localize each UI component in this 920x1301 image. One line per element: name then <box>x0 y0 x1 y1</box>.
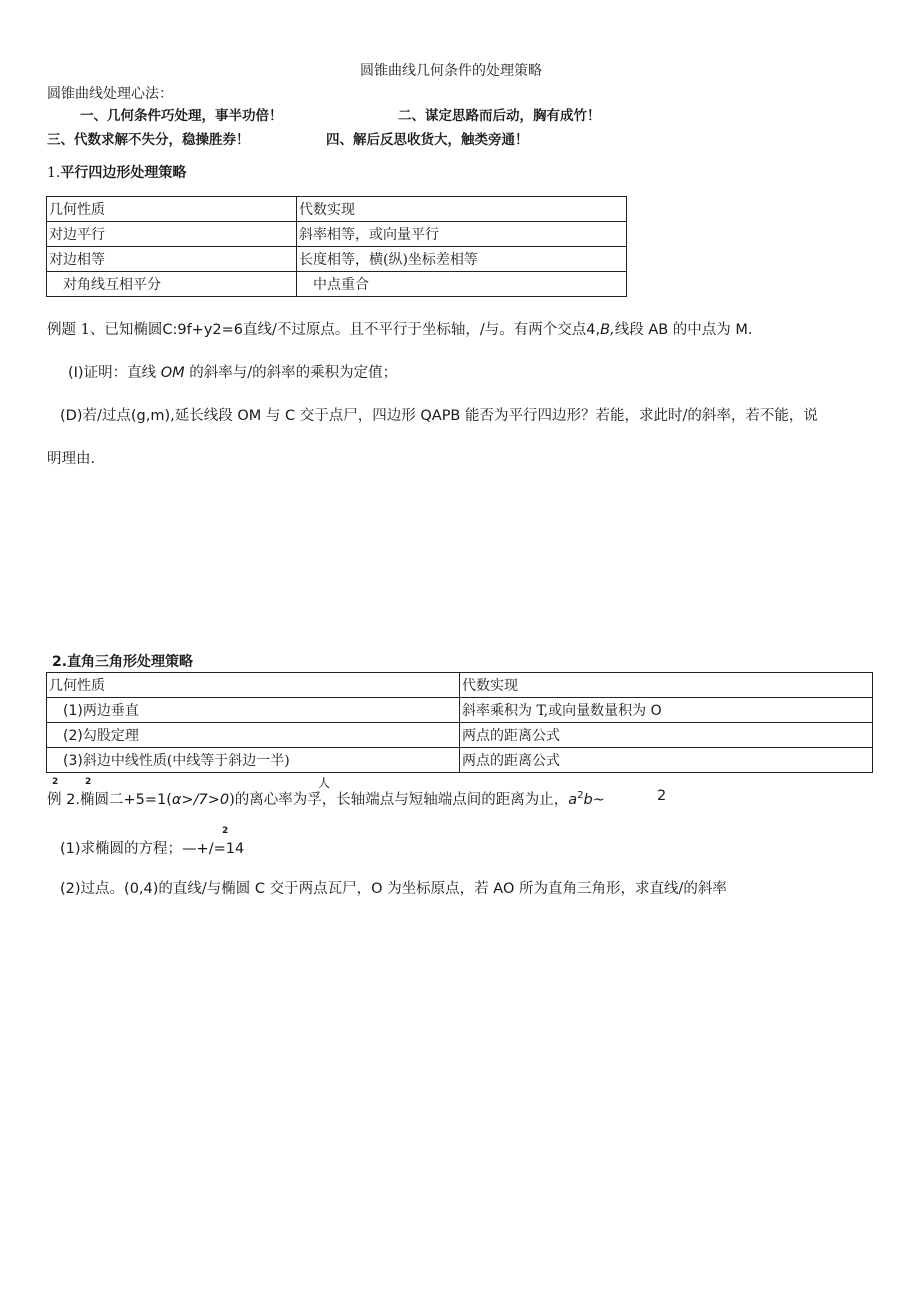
text-span: 与 <box>265 408 281 424</box>
superscript: 2 <box>85 777 92 787</box>
trailing-value: 2 <box>657 788 667 804</box>
text-span: 的中点为 <box>672 322 731 338</box>
section1-number: 1. <box>47 165 61 181</box>
segment-label: AB <box>648 322 669 338</box>
exponent: 2 <box>577 790 584 802</box>
table-cell: 中点重合 <box>297 272 627 297</box>
text-span: 椭圆二 <box>79 792 124 808</box>
text-span: 求椭圆的方程； <box>80 841 183 857</box>
text-span: 例 <box>47 792 62 808</box>
example1-question2-cont: 明理由. <box>47 451 96 467</box>
table-cell <box>47 723 460 748</box>
item-value: O <box>650 703 662 719</box>
header-geometry: 几何性质 <box>47 673 460 698</box>
text-span: 为坐标原点，若 <box>387 881 489 897</box>
point-label: B, <box>600 322 615 338</box>
item-text: 两点的距离公式 <box>462 728 560 744</box>
motto-2: 二、谋定思路而后动，胸有成竹！ <box>398 108 601 124</box>
point-coords: (g,m), <box>130 408 175 424</box>
text-span: 的直线/与椭圆 <box>158 881 251 897</box>
text-span: 直线/不过原点。且不平行于坐标轴，/与。有两个交点 <box>243 322 587 338</box>
text-span: 的斜率与/的斜率的乘积为定值； <box>189 365 398 381</box>
text-span: 所为直角三角形，求直线/的斜率 <box>518 881 727 897</box>
table-row <box>47 222 627 247</box>
table-header-row <box>47 673 873 698</box>
example1-question1 <box>68 361 397 382</box>
point-label: M. <box>735 322 753 338</box>
header-geometry: 几何性质 <box>47 197 297 222</box>
curve-label: C <box>285 408 296 424</box>
example1-statement <box>47 318 753 339</box>
variable: b~ <box>583 792 605 808</box>
item-number: (1) <box>63 703 83 719</box>
motto-4: 四、解后反思收货大，触类旁通！ <box>326 132 529 148</box>
text-span: )的离心率为孚，长轴端点与短轴端点间的距离为止， <box>229 792 569 808</box>
table-row <box>47 723 873 748</box>
item-text: 两边垂直 <box>82 703 139 719</box>
example-number: 2. <box>66 792 80 808</box>
equation: α>/7>0 <box>171 792 230 808</box>
superscript: 人 <box>318 776 331 790</box>
equation: —+/=14 <box>182 841 245 857</box>
item-number: (2) <box>63 728 83 744</box>
item-text: 勾股定理 <box>82 728 139 744</box>
table-header-row <box>47 197 627 222</box>
superscript: 2 <box>52 777 59 787</box>
table-row <box>47 272 627 297</box>
item-text: 斜边中线性质(中线等于斜边一半) <box>82 753 290 769</box>
table-row <box>47 247 627 272</box>
question-number: (1) <box>60 841 81 857</box>
text-span: 延长线段 <box>174 408 233 424</box>
question-number: (2) <box>60 881 81 897</box>
motto-1: 一、几何条件巧处理，事半功倍！ <box>80 108 283 124</box>
table-cell <box>460 723 873 748</box>
triangle-label: AO <box>493 881 515 897</box>
table-row <box>47 698 873 723</box>
table-cell: 长度相等，横(纵)坐标差相等 <box>297 247 627 272</box>
text-span: 例题 1、已知椭圆 <box>47 322 163 338</box>
table-row <box>47 748 873 773</box>
quadrilateral-label: QAPB <box>420 408 461 424</box>
text-span: 交于点尸，四边形 <box>299 408 416 424</box>
question-number: (D) <box>60 408 83 424</box>
item-text: 斜率乘积为 T,或向量数量积为 <box>462 703 647 719</box>
point-label: O <box>371 881 383 897</box>
text-span: 交于两点瓦尸， <box>269 881 372 897</box>
header-algebra: 代数实现 <box>460 673 873 698</box>
parallelogram-table <box>46 196 627 297</box>
question-number: (I) <box>68 365 84 381</box>
table-cell: 对边相等 <box>47 247 297 272</box>
line-label: OM <box>160 365 185 381</box>
item-number: (3) <box>63 753 83 769</box>
table-cell: 斜率相等，或向量平行 <box>297 222 627 247</box>
equation: +5=1( <box>123 792 172 808</box>
table-cell <box>47 698 460 723</box>
table-cell: 对角线互相平分 <box>47 272 297 297</box>
segment-label: OM <box>237 408 262 424</box>
intro-text: 圆锥曲线处理心法： <box>47 86 173 102</box>
curve-label: C <box>254 881 266 897</box>
section1-title: 平行四边形处理策略 <box>60 165 187 181</box>
section2-number: 2. <box>52 654 68 670</box>
text-span: 线段 <box>614 322 644 338</box>
example2-question2 <box>60 877 727 898</box>
example1-question2 <box>60 404 818 425</box>
example2-statement <box>47 788 605 809</box>
text-span: 证明：直线 <box>83 365 157 381</box>
text-span: 能否为平行四边形？若能，求此时/的斜率，若不能，说 <box>465 408 818 424</box>
example2-question1 <box>60 837 244 858</box>
header-algebra: 代数实现 <box>297 197 627 222</box>
text-span: 若/过点 <box>82 408 131 424</box>
text-span: 过点。 <box>80 881 125 897</box>
variable: a <box>568 792 578 808</box>
motto-3: 三、代数求解不失分，稳操胜券！ <box>47 132 250 148</box>
point-coords: (0,4) <box>124 881 159 897</box>
section2-title: 直角三角形处理策略 <box>67 654 194 670</box>
section2-heading <box>52 651 193 671</box>
table-cell <box>460 748 873 773</box>
section1-heading <box>47 162 186 182</box>
equation: C:9f+y2=6 <box>162 322 244 338</box>
table-cell <box>47 748 460 773</box>
superscript: 2 <box>222 826 229 836</box>
right-triangle-table <box>46 672 873 773</box>
page-title: 圆锥曲线几何条件的处理策略 <box>360 63 542 79</box>
table-cell <box>460 698 873 723</box>
table-cell: 对边平行 <box>47 222 297 247</box>
item-text: 两点的距离公式 <box>462 753 560 769</box>
point-label: 4, <box>586 322 601 338</box>
